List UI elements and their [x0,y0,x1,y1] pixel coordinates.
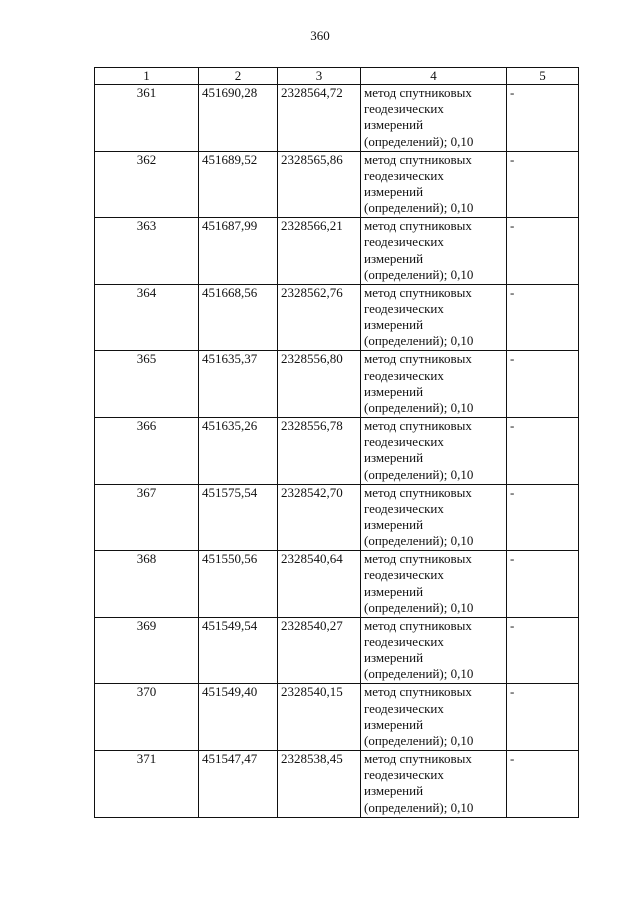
point-number-cell: 361 [95,85,199,152]
table-row [95,351,579,418]
y-coordinate-cell: 2328556,80 [278,351,361,418]
point-number-cell: 364 [95,284,199,351]
point-number-cell: 369 [95,617,199,684]
method-cell: метод спутниковых геодезических измерений (определений); 0,10 [361,284,507,351]
method-cell: метод спутниковых геодезических измерений (определений); 0,10 [361,484,507,551]
point-number-cell: 370 [95,684,199,751]
y-coordinate-cell: 2328566,21 [278,218,361,285]
method-cell: метод спутниковых геодезических измерений (определений); 0,10 [361,750,507,817]
x-coordinate-cell: 451690,28 [199,85,278,152]
note-cell: - [507,284,579,351]
x-coordinate-cell: 451635,37 [199,351,278,418]
method-cell: метод спутниковых геодезических измерений (определений); 0,10 [361,617,507,684]
table-row [95,750,579,817]
table-header-row [95,68,579,85]
table-row [95,684,579,751]
note-cell: - [507,151,579,218]
note-cell: - [507,551,579,618]
x-coordinate-cell: 451549,54 [199,617,278,684]
method-cell: метод спутниковых геодезических измерений (определений); 0,10 [361,351,507,418]
coordinates-table [94,67,579,818]
point-number-cell: 363 [95,218,199,285]
point-number-cell: 362 [95,151,199,218]
point-number-cell: 368 [95,551,199,618]
x-coordinate-cell: 451635,26 [199,417,278,484]
point-number-cell: 366 [95,417,199,484]
point-number-cell: 371 [95,750,199,817]
x-coordinate-cell: 451689,52 [199,151,278,218]
table-row [95,151,579,218]
note-cell: - [507,684,579,751]
y-coordinate-cell: 2328556,78 [278,417,361,484]
x-coordinate-cell: 451668,56 [199,284,278,351]
method-cell: метод спутниковых геодезических измерений (определений); 0,10 [361,551,507,618]
column-header-4: 4 [361,68,507,85]
method-cell: метод спутниковых геодезических измерений (определений); 0,10 [361,417,507,484]
column-header-1: 1 [95,68,199,85]
table-row [95,218,579,285]
table-row [95,551,579,618]
note-cell: - [507,484,579,551]
y-coordinate-cell: 2328564,72 [278,85,361,152]
note-cell: - [507,617,579,684]
table-row [95,85,579,152]
y-coordinate-cell: 2328538,45 [278,750,361,817]
x-coordinate-cell: 451550,56 [199,551,278,618]
table-row [95,484,579,551]
method-cell: метод спутниковых геодезических измерений (определений); 0,10 [361,218,507,285]
note-cell: - [507,417,579,484]
column-header-3: 3 [278,68,361,85]
method-cell: метод спутниковых геодезических измерений (определений); 0,10 [361,151,507,218]
table-row [95,617,579,684]
note-cell: - [507,85,579,152]
note-cell: - [507,351,579,418]
table-row [95,284,579,351]
note-cell: - [507,750,579,817]
x-coordinate-cell: 451687,99 [199,218,278,285]
column-header-5: 5 [507,68,579,85]
table-row [95,417,579,484]
page-number: 360 [310,28,330,43]
y-coordinate-cell: 2328540,64 [278,551,361,618]
column-header-2: 2 [199,68,278,85]
y-coordinate-cell: 2328565,86 [278,151,361,218]
note-cell: - [507,218,579,285]
y-coordinate-cell: 2328540,15 [278,684,361,751]
x-coordinate-cell: 451547,47 [199,750,278,817]
method-cell: метод спутниковых геодезических измерений (определений); 0,10 [361,85,507,152]
x-coordinate-cell: 451549,40 [199,684,278,751]
y-coordinate-cell: 2328540,27 [278,617,361,684]
method-cell: метод спутниковых геодезических измерений (определений); 0,10 [361,684,507,751]
x-coordinate-cell: 451575,54 [199,484,278,551]
point-number-cell: 367 [95,484,199,551]
y-coordinate-cell: 2328562,76 [278,284,361,351]
y-coordinate-cell: 2328542,70 [278,484,361,551]
point-number-cell: 365 [95,351,199,418]
